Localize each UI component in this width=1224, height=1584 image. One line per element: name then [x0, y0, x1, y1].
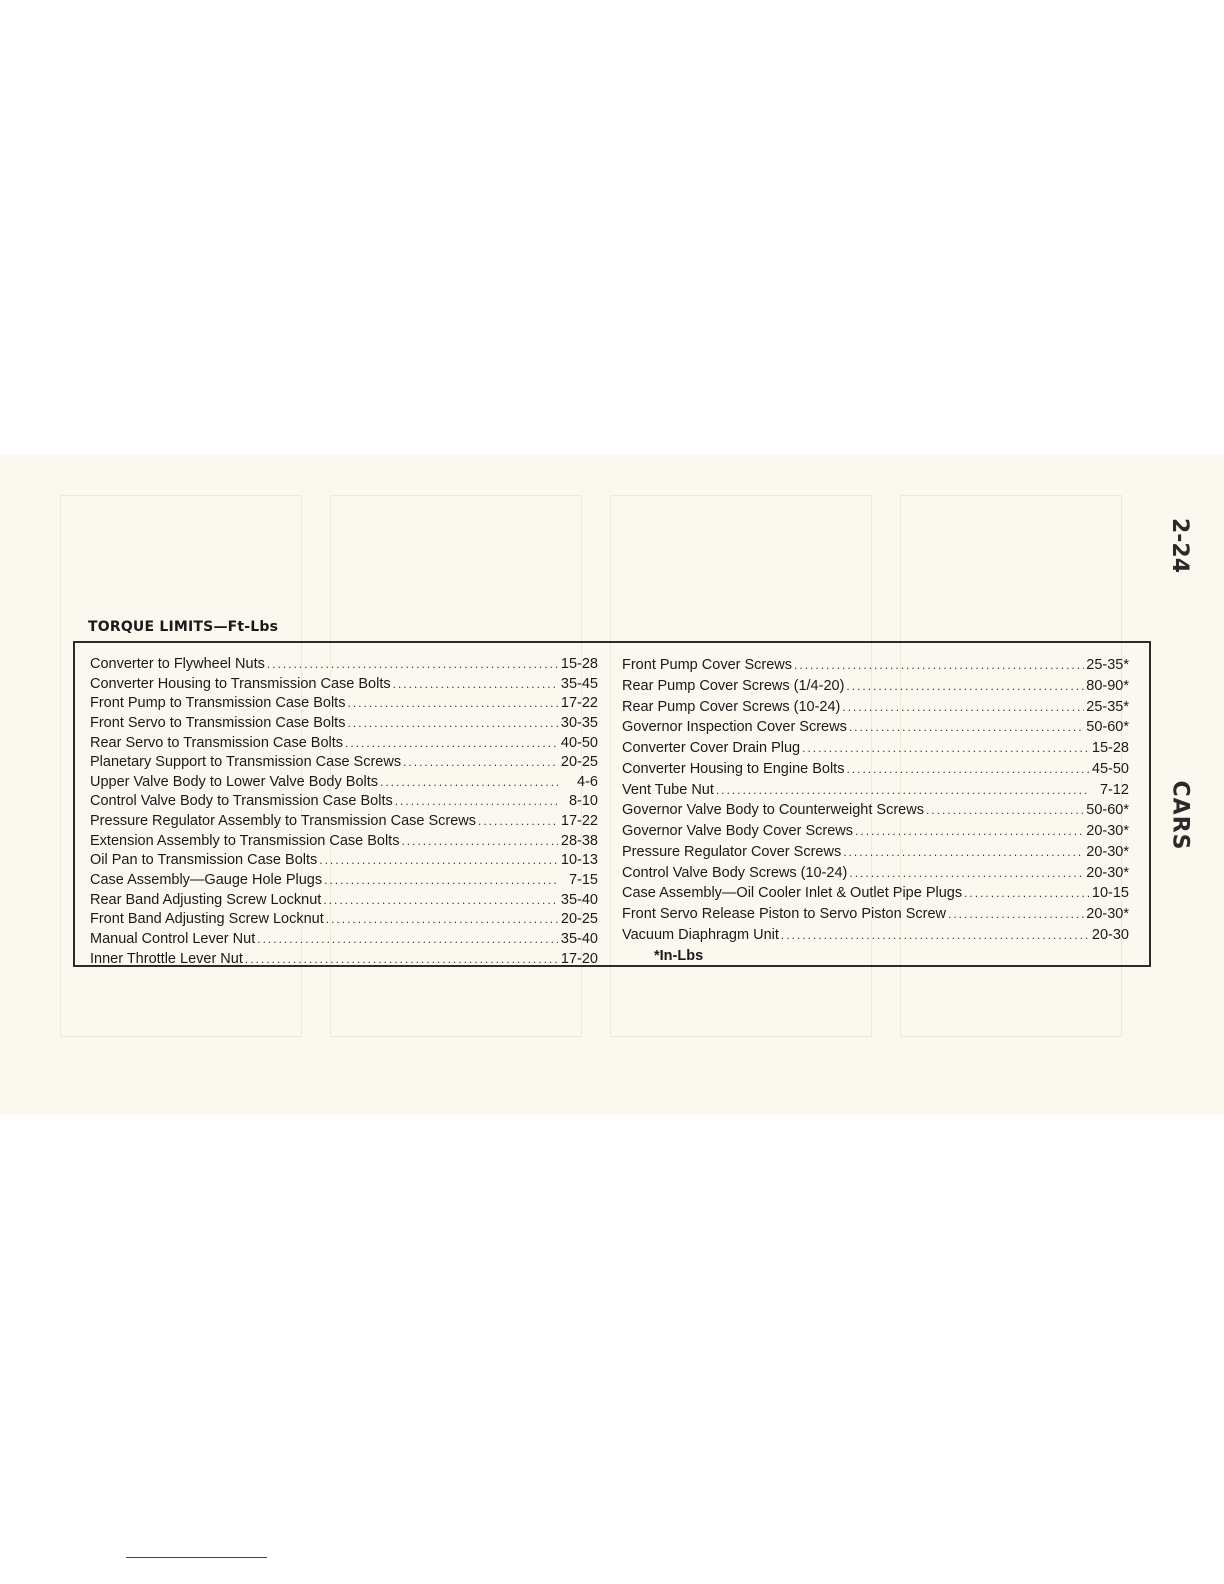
left-column: [90, 655, 598, 969]
table-row: [90, 753, 598, 773]
table-row: [622, 904, 1129, 925]
dot-leader: [802, 738, 1089, 759]
component-name: Pressure Regulator Assembly to Transmission Case Screws: [90, 813, 477, 830]
table-row: [90, 910, 598, 930]
component-name: Rear Pump Cover Screws (10-24): [622, 698, 841, 715]
torque-value: 20-30*: [1086, 864, 1129, 881]
component-name: Converter to Flywheel Nuts: [90, 656, 265, 672]
component-name: Control Valve Body Screws (10-24): [622, 864, 848, 881]
table-row: [90, 773, 598, 793]
section-tab: [1150, 765, 1210, 865]
table-row: [622, 883, 1129, 904]
dot-leader: [345, 734, 558, 754]
dot-leader: [794, 655, 1084, 676]
dot-leader: [395, 792, 558, 812]
dot-leader: [403, 753, 558, 773]
component-name: Case Assembly—Gauge Hole Plugs: [90, 872, 323, 889]
torque-value: 30-35: [560, 714, 598, 731]
component-name: Control Valve Body to Transmission Case Bolts: [90, 793, 393, 810]
table-row: [622, 925, 1129, 946]
dot-leader: [323, 891, 558, 911]
torque-value: 20-30: [1091, 926, 1129, 943]
table-row: [622, 821, 1129, 842]
torque-limits-table: [73, 641, 1151, 967]
table-row: [90, 891, 598, 911]
component-name: Upper Valve Body to Lower Valve Body Bolts: [90, 773, 379, 790]
table-row: [90, 930, 598, 950]
table-row: [622, 800, 1129, 821]
page-number: [1150, 505, 1210, 585]
torque-value: 4-6: [577, 773, 598, 790]
torque-value: 35-45: [560, 675, 598, 692]
component-name: Converter Cover Drain Plug: [622, 740, 801, 756]
dot-leader: [319, 851, 558, 871]
torque-value: 20-30*: [1086, 823, 1129, 839]
component-name: Front Servo to Transmission Case Bolts: [90, 714, 346, 731]
torque-value: 17-22: [560, 695, 598, 712]
torque-value: 17-20: [560, 950, 598, 967]
dot-leader: [843, 842, 1084, 863]
section-tab-text: CARS: [1167, 780, 1193, 850]
table-row: [90, 950, 598, 970]
torque-value: 17-22: [560, 813, 598, 830]
table-row: [622, 738, 1129, 759]
component-name: Front Pump Cover Screws: [622, 657, 793, 673]
component-name: Front Pump to Transmission Case Bolts: [90, 695, 346, 712]
dot-leader: [846, 759, 1089, 780]
torque-value: 25-35*: [1086, 657, 1129, 673]
dot-leader: [716, 780, 1089, 801]
torque-value: 28-38: [560, 832, 598, 849]
bottom-rule: [126, 1557, 267, 1558]
table-row: [90, 655, 598, 675]
dot-leader: [324, 871, 558, 891]
table-row: [90, 812, 598, 832]
dot-leader: [855, 821, 1084, 842]
dot-leader: [781, 925, 1089, 946]
dot-leader: [948, 904, 1084, 925]
torque-value: 40-50: [560, 734, 598, 751]
component-name: Vent Tube Nut: [622, 781, 714, 798]
dot-leader: [326, 910, 558, 930]
torque-value: 35-40: [560, 891, 598, 908]
page-number-text: 2-24: [1167, 517, 1193, 573]
table-title: TORQUE LIMITS—Ft-Lbs: [88, 619, 279, 635]
table-row: [90, 871, 598, 891]
dot-leader: [926, 800, 1084, 821]
torque-value: 20-25: [560, 754, 598, 771]
dot-leader: [401, 832, 558, 852]
component-name: Rear Pump Cover Screws (1/4-20): [622, 677, 845, 694]
table-row: [90, 694, 598, 714]
table-row: [90, 792, 598, 812]
component-name: Governor Valve Body to Counterweight Screws: [622, 802, 924, 819]
torque-value: 15-28: [1091, 740, 1129, 756]
torque-value: 35-40: [560, 930, 598, 947]
component-name: Front Band Adjusting Screw Locknut: [90, 911, 324, 928]
component-name: Front Servo Release Piston to Servo Piston Screw: [622, 906, 946, 922]
table-row: [622, 842, 1129, 863]
torque-value: 50-60*: [1086, 802, 1129, 819]
torque-value: 45-50: [1091, 760, 1129, 777]
torque-value: 8-10: [568, 793, 598, 810]
torque-value: 20-30*: [1086, 906, 1129, 922]
table-row: [622, 863, 1129, 884]
dot-leader: [964, 883, 1089, 904]
dot-leader: [380, 773, 558, 793]
component-name: Converter Housing to Engine Bolts: [622, 760, 845, 777]
component-name: Manual Control Lever Nut: [90, 930, 256, 947]
dot-leader: [267, 655, 558, 675]
component-name: Rear Band Adjusting Screw Locknut: [90, 891, 322, 908]
component-name: Planetary Support to Transmission Case Screws: [90, 754, 402, 771]
torque-value: 7-15: [568, 872, 598, 889]
dot-leader: [347, 694, 558, 714]
table-row: [622, 759, 1129, 780]
component-name: Oil Pan to Transmission Case Bolts: [90, 852, 318, 869]
torque-value: 50-60*: [1086, 719, 1129, 736]
table-row: [90, 675, 598, 695]
torque-value: 25-35*: [1086, 698, 1129, 715]
torque-value: 20-30*: [1086, 843, 1129, 860]
dot-leader: [347, 714, 558, 734]
table-row: [622, 655, 1129, 676]
component-name: Governor Inspection Cover Screws: [622, 719, 847, 736]
component-name: Governor Valve Body Cover Screws: [622, 823, 854, 839]
table-row: [622, 780, 1129, 801]
table-row: [90, 734, 598, 754]
torque-value: 7-12: [1099, 781, 1129, 798]
footnote: *In-Lbs: [654, 947, 704, 964]
torque-value: 10-13: [560, 852, 598, 869]
dot-leader: [393, 675, 558, 695]
dot-leader: [846, 676, 1084, 697]
torque-value: 10-15: [1091, 885, 1129, 902]
table-row: [622, 697, 1129, 718]
right-column: [622, 655, 1129, 966]
table-row: [90, 832, 598, 852]
dot-leader: [842, 697, 1084, 718]
component-name: Rear Servo to Transmission Case Bolts: [90, 734, 344, 751]
dot-leader: [257, 930, 558, 950]
dot-leader: [478, 812, 558, 832]
table-row: [90, 851, 598, 871]
table-row: [622, 717, 1129, 738]
component-name: Case Assembly—Oil Cooler Inlet & Outlet Pipe Plugs: [622, 885, 963, 902]
component-name: Pressure Regulator Cover Screws: [622, 843, 842, 860]
torque-value: 80-90*: [1086, 677, 1129, 694]
component-name: Inner Throttle Lever Nut: [90, 950, 243, 967]
table-row: [622, 676, 1129, 697]
torque-value: 15-28: [560, 656, 598, 672]
dot-leader: [245, 950, 558, 970]
torque-value: 20-25: [560, 911, 598, 928]
dot-leader: [849, 717, 1084, 738]
component-name: Extension Assembly to Transmission Case Bolts: [90, 832, 400, 849]
component-name: Vacuum Diaphragm Unit: [622, 926, 779, 943]
table-row: [90, 714, 598, 734]
dot-leader: [849, 863, 1084, 884]
component-name: Converter Housing to Transmission Case Bolts: [90, 675, 391, 692]
